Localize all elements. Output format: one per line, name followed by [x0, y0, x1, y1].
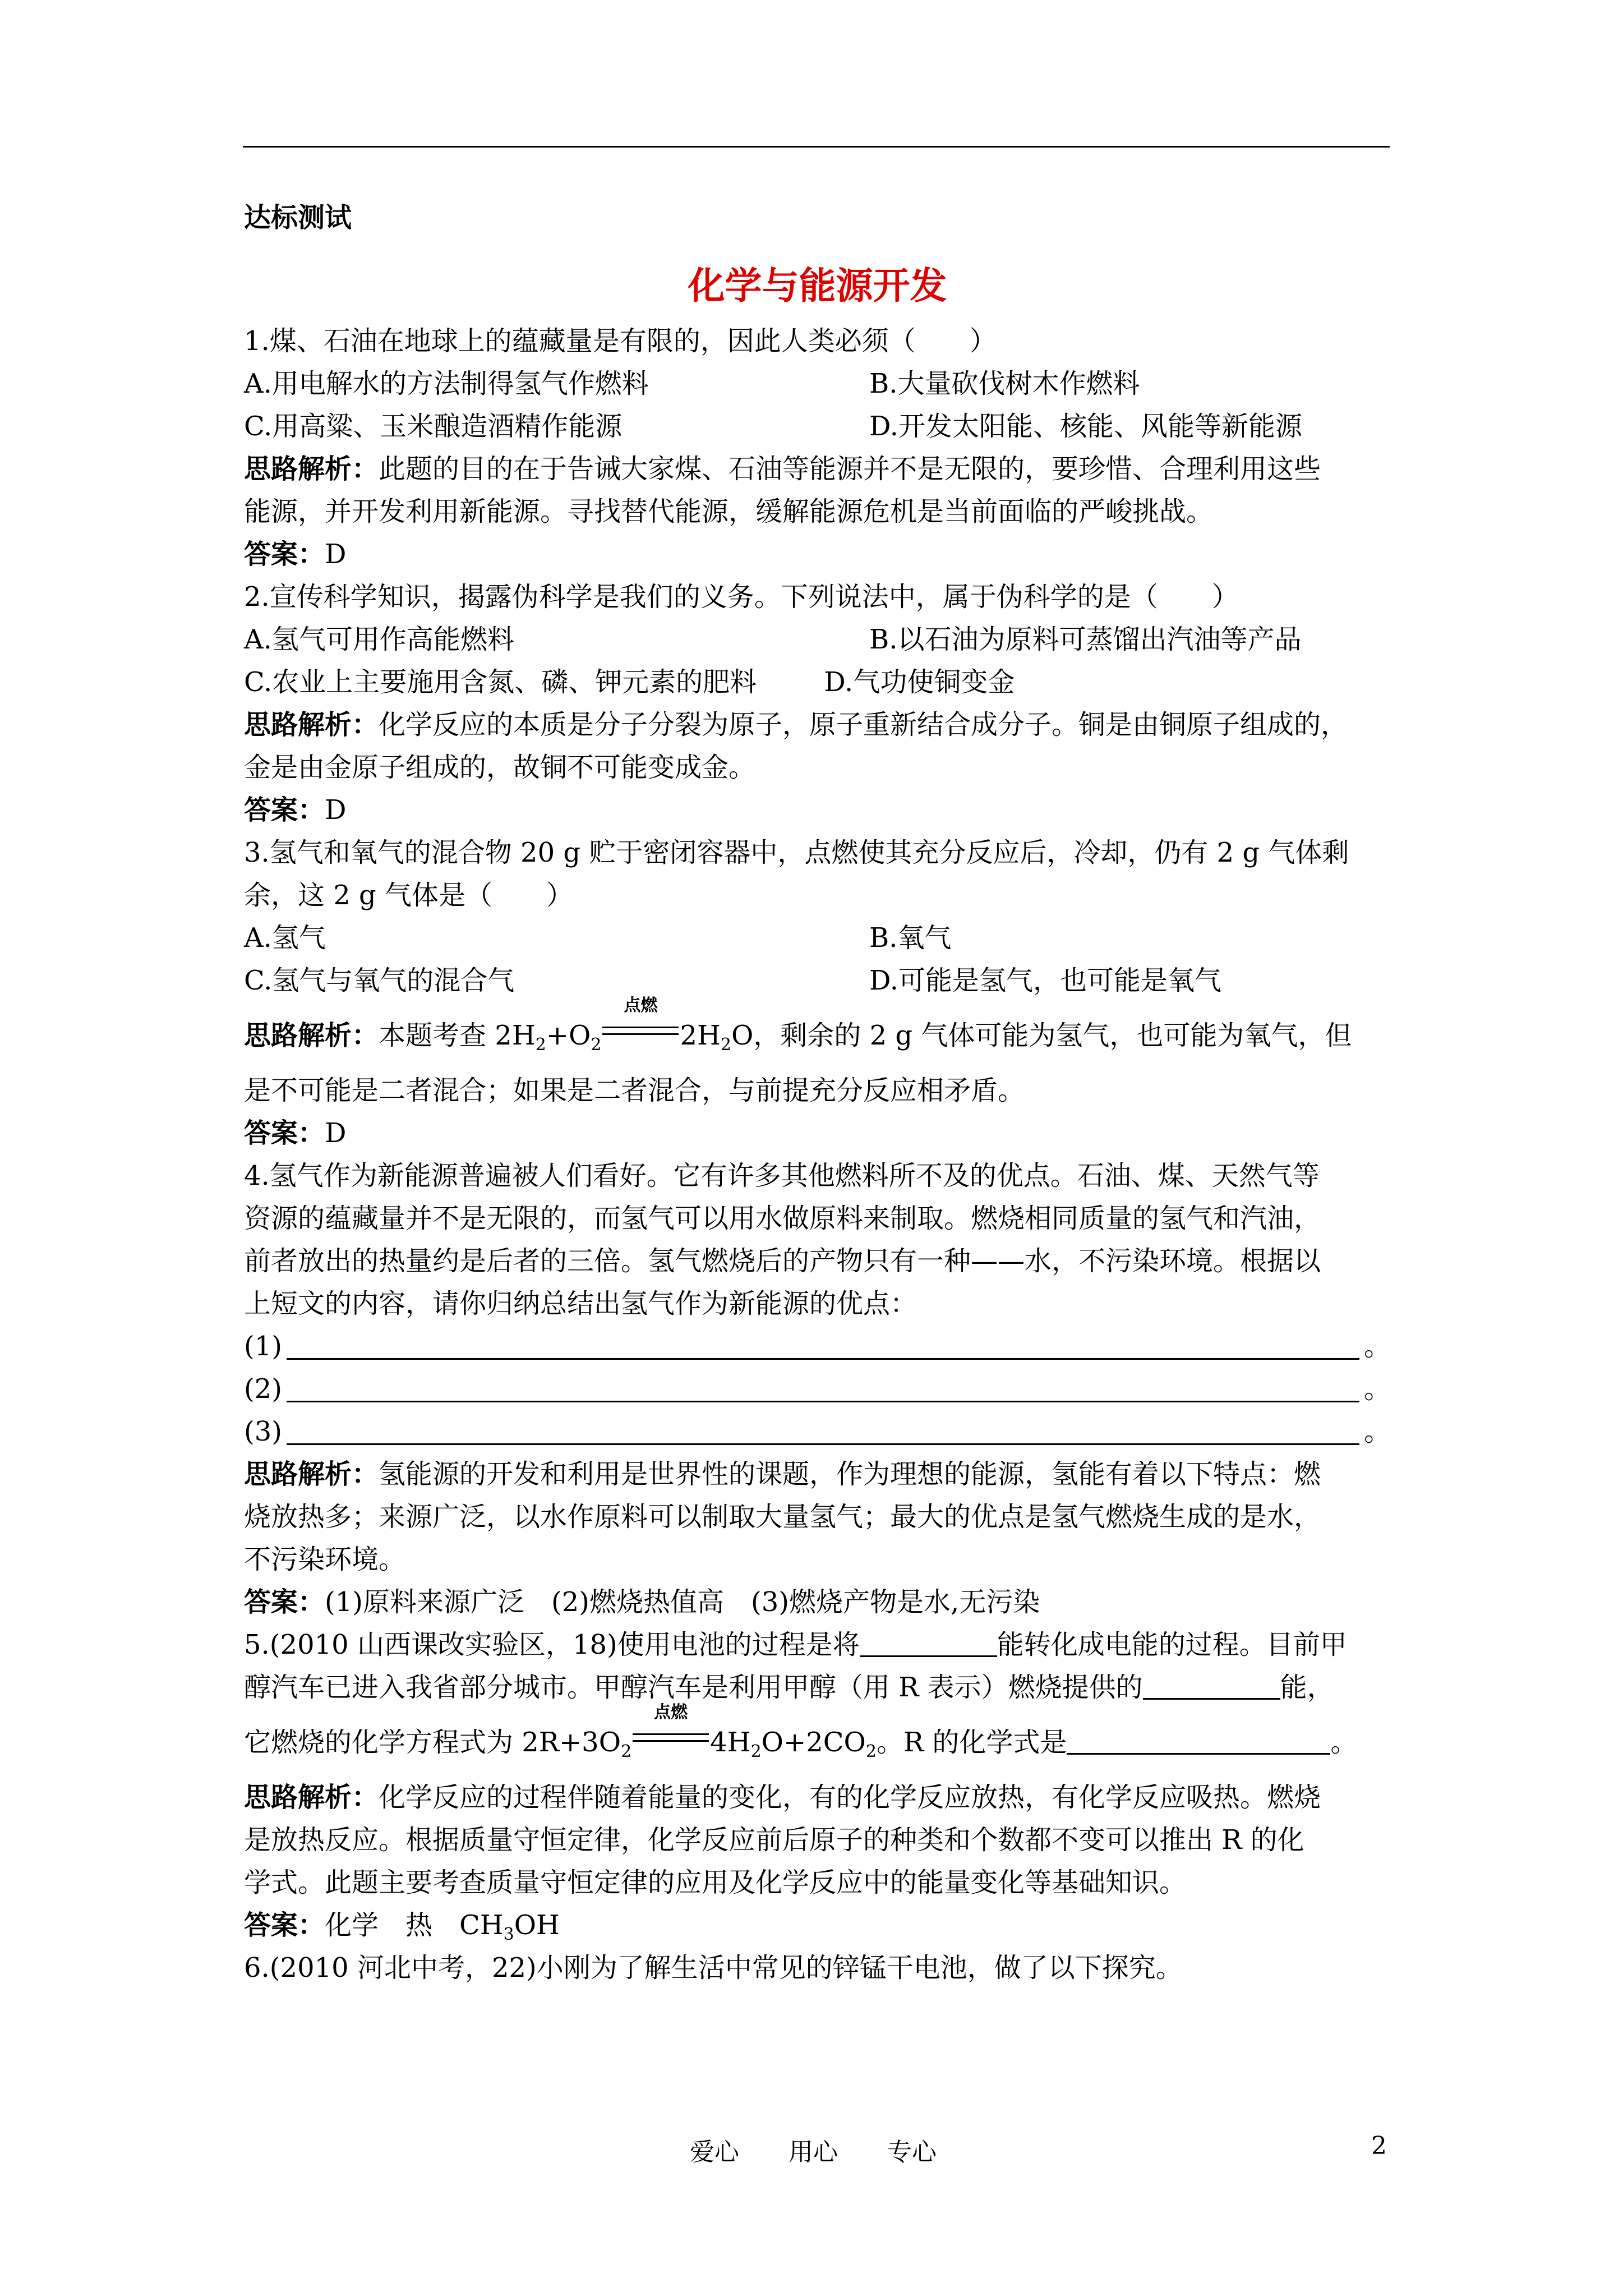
reaction-equals-sign: [601, 996, 680, 1042]
q3-option-b: B.氧气: [869, 922, 952, 954]
q5-analysis-cont: 学式。此题主要考查质量守恒定律的应用及化学反应中的能量变化等基础知识。: [244, 1867, 1187, 1898]
q2-options-row-1: [244, 618, 1391, 661]
reaction-equals-sign: [631, 1703, 710, 1749]
q2-analysis: 思路解析：化学反应的本质是分子分裂为原子，原子重新结合成分子。铜是由铜原子组成的，: [244, 709, 1348, 740]
q5-stem-equation: 它燃烧的化学方程式为 $2R+3O_2$ 点燃 $4H_2O+2CO_2$。R 的化学式是 。: [244, 1703, 1358, 1761]
analysis-label: 思路解析：: [244, 453, 379, 485]
q5-stem-cont: 醇汽车已进入我省部分城市。甲醇汽车是利用甲醇（用 R 表示）燃烧提供的 能，: [244, 1672, 1334, 1703]
q3-option-c: C.氢气与氧气的混合气: [244, 965, 515, 996]
q5-blank-energy-source[interactable]: [860, 1631, 997, 1657]
answer-label: 答案：: [244, 539, 325, 570]
analysis-label: 思路解析：: [244, 1458, 379, 1490]
q3-analysis: 思路解析：本题考查 $2H_2+O_2$ 点燃 $2H_2O$，剩余的 2 g 气体可能为氢气，也可能为氧气，但: [244, 996, 1352, 1055]
q1-option-a: A.用电解水的方法制得氢气作燃料: [244, 368, 649, 399]
q1-analysis-cont: 能源，并开发利用新能源。寻找替代能源，缓解能源危机是当前面临的严峻挑战。: [244, 496, 1214, 527]
q3-options-row-2: [244, 959, 1391, 1002]
q3-answer: 答案：D: [244, 1117, 347, 1149]
q5-blank-energy-type[interactable]: [1143, 1673, 1280, 1700]
footer-motto: 爱心 用心 专心: [690, 2138, 937, 2166]
answer-label: 答案：: [244, 1910, 325, 1941]
q3-option-a: A.氢气: [244, 922, 326, 954]
q5-stem: 5.(2010 山西课改实验区，18)使用电池的过程是将 能转化成电能的过程。目前甲: [244, 1629, 1347, 1660]
q4-stem-cont: 前者放出的热量约是后者的三倍。氢气燃烧后的产物只有一种——水，不污染环境。根据以: [244, 1245, 1321, 1277]
q2-answer: 答案：D: [244, 794, 347, 826]
answer-label: 答案：: [244, 794, 325, 826]
page-title: 化学与能源开发: [688, 264, 947, 307]
section-heading: 达标测试: [244, 202, 352, 233]
q4-blank-2[interactable]: (2) 。: [244, 1373, 1391, 1405]
q4-analysis-cont: 烧放热多；来源广泛，以水作原料可以制取大量氢气；最大的优点是氢气燃烧生成的是水，: [244, 1501, 1321, 1533]
q1-options-row-2: [244, 405, 1391, 448]
q2-option-c: C.农业上主要施用含氮、磷、钾元素的肥料: [244, 666, 757, 698]
q3-stem: 3.氢气和氧气的混合物 20 g 贮于密闭容器中，点燃使其充分反应后，冷却，仍有 2 g 气体剩: [244, 837, 1349, 868]
analysis-label: 思路解析：: [244, 1782, 379, 1813]
q2-options-row-2: [244, 661, 1391, 703]
q1-option-b: B.大量砍伐树木作燃料: [869, 368, 1140, 399]
q4-analysis-cont: 不污染环境。: [244, 1544, 406, 1575]
q1-option-c: C.用高粱、玉米酿造酒精作能源: [244, 411, 623, 442]
q1-answer: 答案：D: [244, 539, 347, 570]
q3-analysis-cont: 是不可能是二者混合；如果是二者混合，与前提充分反应相矛盾。: [244, 1075, 1025, 1106]
q3-stem-cont: 余，这 2 g 气体是（ ）: [244, 880, 574, 911]
q5-analysis-cont: 是放热反应。根据质量守恒定律，化学反应前后原子的种类和个数都不变可以推出 R 的化: [244, 1824, 1304, 1856]
q4-stem-cont: 资源的蕴藏量并不是无限的，而氢气可以用水做原料来制取。燃烧相同质量的氢气和汽油，: [244, 1203, 1321, 1234]
q4-blank-3[interactable]: (3) 。: [244, 1416, 1391, 1447]
reaction-condition: 点燃: [624, 996, 658, 1015]
answer-label: 答案：: [244, 1586, 325, 1618]
q2-option-a: A.氢气可用作高能燃料: [244, 624, 514, 655]
q3-option-d: D.可能是氢气，也可能是氧气: [869, 965, 1222, 996]
q1-option-d: D.开发太阳能、核能、风能等新能源: [869, 411, 1303, 442]
q4-stem-cont: 上短文的内容，请你归纳总结出氢气作为新能源的优点：: [244, 1288, 917, 1319]
analysis-label: 思路解析：: [244, 1020, 379, 1051]
q1-analysis: 思路解析：此题的目的在于告诫大家煤、石油等能源并不是无限的，要珍惜、合理利用这些: [244, 453, 1321, 485]
header-rule: [243, 146, 1390, 148]
q4-analysis: 思路解析：氢能源的开发和利用是世界性的课题，作为理想的能源，氢能有着以下特点：燃: [244, 1458, 1321, 1490]
q2-option-d: D.气功使铜变金: [824, 666, 1015, 698]
q4-answer: 答案：(1)原料来源广泛 (2)燃烧热值高 (3)燃烧产物是水,无污染: [244, 1586, 1040, 1618]
q1-stem: 1.煤、石油在地球上的蕴藏量是有限的，因此人类必须（ ）: [244, 325, 997, 357]
q5-analysis: 思路解析：化学反应的过程伴随着能量的变化，有的化学反应放热，有化学反应吸热。燃烧: [244, 1782, 1321, 1813]
q5-answer: 答案：化学 热 $CH_3OH$: [244, 1910, 560, 1944]
q6-stem: 6.(2010 河北中考，22)小刚为了解生活中常见的锌锰干电池，做了以下探究。: [244, 1952, 1183, 1984]
q1-options-row-1: [244, 362, 1391, 405]
analysis-label: 思路解析：: [244, 709, 379, 740]
q3-options-row-1: [244, 917, 1391, 959]
reaction-condition: 点燃: [654, 1703, 688, 1722]
answer-label: 答案：: [244, 1117, 325, 1149]
q2-analysis-cont: 金是由金原子组成的，故铜不可能变成金。: [244, 752, 756, 783]
q5-blank-formula[interactable]: [1067, 1728, 1330, 1755]
q2-option-b: B.以石油为原料可蒸馏出汽油等产品: [869, 624, 1302, 655]
q4-stem: 4.氢气作为新能源普遍被人们看好。它有许多其他燃料所不及的优点。石油、煤、天然气等: [244, 1160, 1320, 1191]
q2-stem: 2.宣传科学知识，揭露伪科学是我们的义务。下列说法中，属于伪科学的是（ ）: [244, 581, 1239, 613]
page-number: 2: [1371, 2132, 1387, 2160]
q4-blank-1[interactable]: (1) 。: [244, 1331, 1391, 1362]
page-content: [244, 196, 1391, 1989]
